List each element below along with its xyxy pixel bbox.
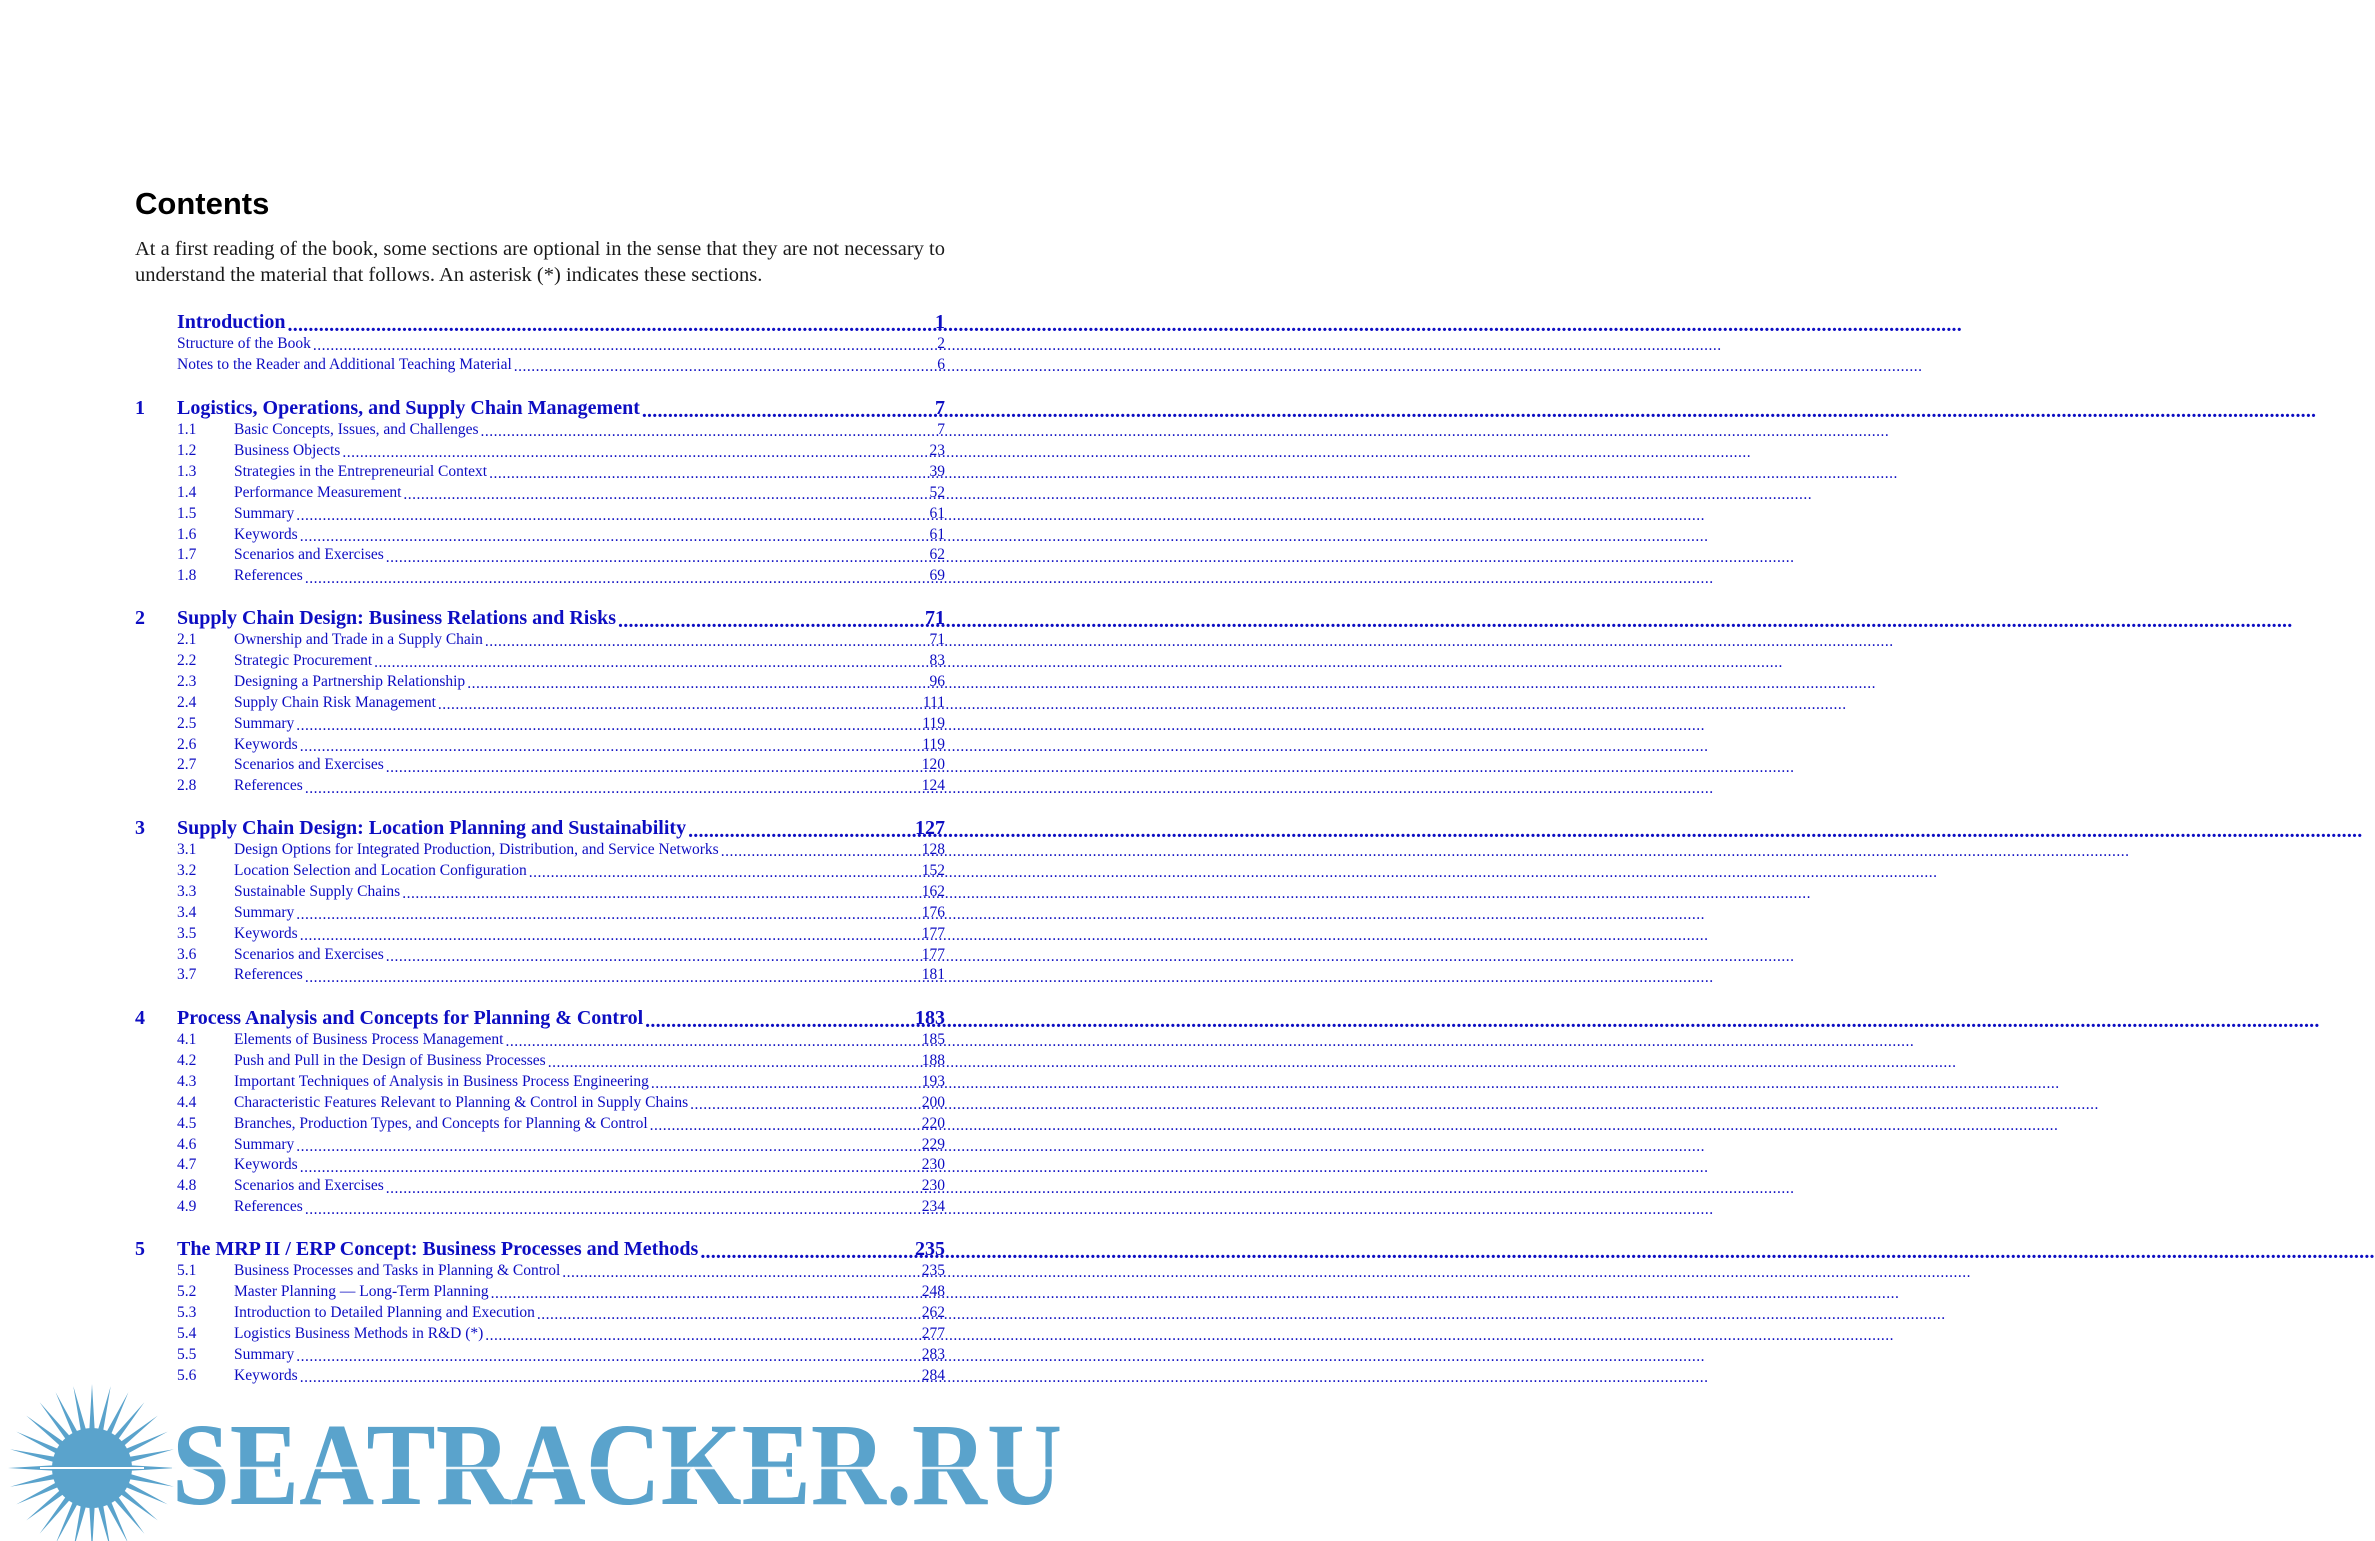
- section-page: 119: [922, 735, 945, 753]
- section-title: Keywords: [234, 525, 298, 543]
- section-page: 69: [929, 567, 945, 585]
- toc-section[interactable]: [135, 1344, 945, 1364]
- dot-leader: [467, 675, 927, 691]
- section-title: Notes to the Reader and Additional Teaching Material: [177, 355, 512, 373]
- section-number: 5.5: [177, 1345, 197, 1363]
- toc-section[interactable]: [135, 775, 945, 795]
- section-number: 4.4: [177, 1093, 197, 1111]
- section-title: Sustainable Supply Chains: [234, 882, 401, 900]
- section-title: Keywords: [234, 1156, 298, 1174]
- sun-ray: [120, 1490, 158, 1521]
- chapter-title: Introduction: [177, 311, 286, 333]
- section-page: 52: [929, 483, 945, 501]
- dot-leader: [537, 1306, 920, 1322]
- section-title: Business Objects: [234, 441, 341, 459]
- section-number: 1.7: [177, 546, 197, 564]
- section-number: 5.2: [177, 1282, 197, 1300]
- dot-leader: [296, 717, 920, 733]
- chapter-page: 71: [925, 607, 945, 629]
- section-page: 177: [921, 924, 945, 942]
- dot-leader: [700, 1241, 913, 1261]
- section-number: 4.3: [177, 1072, 197, 1090]
- section-title: References: [234, 777, 303, 795]
- section-number: 2.4: [177, 693, 197, 711]
- toc-section[interactable]: [135, 565, 945, 585]
- section-page: 162: [921, 882, 945, 900]
- section-page: 188: [921, 1051, 945, 1069]
- sun-ray: [89, 1506, 94, 1541]
- toc-section[interactable]: [135, 1113, 945, 1133]
- toc-section[interactable]: [135, 944, 945, 964]
- section-number: 3.7: [177, 966, 197, 984]
- section-number: 2.2: [177, 651, 197, 669]
- section-page: 7: [937, 421, 945, 438]
- section-page: 176: [921, 903, 945, 921]
- toc-section[interactable]: [135, 1281, 945, 1301]
- section-title: Location Selection and Location Configuration: [234, 861, 527, 879]
- chapter-title: The MRP II / ERP Concept: Business Processes and Methods: [177, 1238, 699, 1260]
- section-number: 4.8: [177, 1177, 197, 1195]
- dot-leader: [529, 864, 920, 880]
- section-number: 5.1: [177, 1262, 197, 1279]
- toc-chapter[interactable]: [135, 606, 945, 630]
- section-page: 230: [921, 1156, 945, 1174]
- dot-leader: [288, 314, 933, 334]
- sun-ray: [73, 1386, 86, 1432]
- dot-leader: [403, 486, 927, 502]
- section-title: Supply Chain Risk Management: [234, 693, 436, 711]
- dot-leader: [721, 844, 920, 860]
- sun-ray: [26, 1416, 64, 1447]
- section-title: Scenarios and Exercises: [234, 546, 384, 564]
- toc-section[interactable]: [135, 482, 945, 502]
- section-page: 181: [921, 966, 945, 984]
- toc-section[interactable]: [135, 1154, 945, 1174]
- dot-leader: [485, 1327, 919, 1343]
- chapter-page: 235: [915, 1238, 945, 1260]
- dot-leader: [386, 759, 920, 775]
- sun-ray: [89, 1384, 94, 1430]
- toc-section[interactable]: [135, 692, 945, 712]
- toc-section[interactable]: [135, 440, 945, 460]
- section-page: 200: [921, 1093, 945, 1111]
- toc-section[interactable]: [135, 524, 945, 544]
- dot-leader: [342, 444, 927, 460]
- sun-ray: [40, 1402, 71, 1440]
- section-title: Performance Measurement: [234, 483, 402, 501]
- section-number: 5.3: [177, 1303, 197, 1321]
- section-page: 248: [921, 1282, 945, 1300]
- sun-ray: [73, 1504, 86, 1541]
- section-title: Keywords: [234, 924, 298, 942]
- toc-section[interactable]: [135, 419, 945, 439]
- section-page: 124: [921, 777, 945, 795]
- section-title: Scenarios and Exercises: [234, 756, 384, 774]
- toc-section[interactable]: [135, 650, 945, 670]
- toc-chapter[interactable]: [135, 1237, 945, 1261]
- sun-ray: [26, 1490, 64, 1521]
- chapter-page: 7: [935, 397, 945, 419]
- toc-section[interactable]: [135, 1196, 945, 1216]
- section-number: 4.7: [177, 1156, 197, 1174]
- section-number: 1.8: [177, 567, 197, 585]
- dot-leader: [489, 465, 927, 481]
- toc-section[interactable]: [135, 713, 945, 733]
- dot-leader: [296, 1348, 919, 1364]
- section-number: 2.6: [177, 735, 197, 753]
- dot-leader: [402, 885, 920, 901]
- sun-ray: [120, 1416, 158, 1447]
- dot-leader: [481, 424, 936, 440]
- section-page: 262: [921, 1303, 945, 1321]
- section-page: 61: [929, 504, 945, 522]
- section-title: Logistics Business Methods in R&D (*): [234, 1324, 484, 1342]
- section-number: 1.5: [177, 504, 197, 522]
- toc-section[interactable]: [135, 503, 945, 523]
- chapter-page: 127: [915, 817, 945, 839]
- section-page: 120: [921, 756, 945, 774]
- section-number: 2.8: [177, 777, 197, 795]
- dot-leader: [305, 780, 920, 796]
- section-title: Introduction to Detailed Planning and Execution: [234, 1303, 535, 1321]
- section-number: 2.5: [177, 714, 197, 732]
- chapter-page: 183: [915, 1007, 945, 1029]
- section-number: 2.1: [177, 631, 197, 648]
- toc-section[interactable]: [135, 839, 945, 859]
- dot-leader: [300, 528, 928, 544]
- toc-section[interactable]: [135, 734, 945, 754]
- dot-leader: [438, 696, 921, 712]
- dot-leader: [491, 1285, 920, 1301]
- section-number: 1.1: [177, 421, 197, 438]
- toc-section[interactable]: [135, 1050, 945, 1070]
- toc-section[interactable]: [135, 1029, 945, 1049]
- section-page: 6: [937, 355, 945, 373]
- chapter-page: 1: [935, 311, 945, 333]
- toc-section[interactable]: [135, 629, 945, 649]
- section-number: 2.3: [177, 672, 197, 690]
- section-page: 39: [929, 462, 945, 480]
- sun-logo-icon: [8, 1384, 176, 1541]
- section-page: 185: [921, 1031, 945, 1048]
- sun-ray: [40, 1496, 71, 1534]
- dot-leader: [618, 610, 923, 630]
- section-number: 5.6: [177, 1366, 197, 1384]
- sun-ray: [10, 1474, 56, 1487]
- section-title: Keywords: [234, 735, 298, 753]
- dot-leader: [300, 738, 921, 754]
- section-number: 3.1: [177, 841, 197, 858]
- section-title: Ownership and Trade in a Supply Chain: [234, 631, 483, 648]
- toc-section[interactable]: [135, 902, 945, 922]
- intro-paragraph: At a first reading of the book, some sections are optional in the sense that they are not necessary to understand the material that follows. An asterisk (*) indicates these sections.: [135, 238, 945, 286]
- section-page: 284: [921, 1366, 945, 1384]
- chapter-number: 5: [135, 1238, 145, 1260]
- dot-leader: [562, 1265, 919, 1281]
- toc-section[interactable]: [135, 754, 945, 774]
- section-title: Scenarios and Exercises: [234, 1177, 384, 1195]
- section-number: 2.7: [177, 756, 197, 774]
- toc-section[interactable]: [135, 333, 945, 353]
- section-title: Business Processes and Tasks in Planning & Control: [234, 1262, 561, 1279]
- section-page: 61: [929, 525, 945, 543]
- section-title: Characteristic Features Relevant to Planning & Control in Supply Chains: [234, 1093, 689, 1111]
- toc-chapter[interactable]: [135, 310, 945, 334]
- section-title: References: [234, 966, 303, 984]
- chapter-number: 1: [135, 397, 145, 419]
- dot-leader: [305, 969, 920, 985]
- dot-leader: [650, 1117, 920, 1133]
- section-title: Summary: [234, 714, 295, 732]
- dot-leader: [485, 634, 928, 650]
- toc-section[interactable]: [135, 1323, 945, 1343]
- section-page: 234: [921, 1198, 945, 1216]
- sun-ray: [128, 1474, 174, 1487]
- dot-leader: [305, 1201, 920, 1217]
- section-page: 177: [921, 945, 945, 963]
- section-title: Summary: [234, 1135, 295, 1153]
- dot-leader: [548, 1054, 920, 1070]
- watermark-text: SEATRACKER.RU: [172, 1399, 1062, 1530]
- sun-ray: [128, 1449, 174, 1462]
- section-title: Keywords: [234, 1366, 298, 1384]
- section-number: 4.6: [177, 1135, 197, 1153]
- dot-leader: [296, 507, 927, 523]
- toc-chapter[interactable]: [135, 1006, 945, 1030]
- dot-leader: [642, 400, 933, 420]
- section-number: 3.4: [177, 903, 197, 921]
- chapter-title: Supply Chain Design: Business Relations and Risks: [177, 607, 617, 629]
- section-number: 1.6: [177, 525, 197, 543]
- section-title: Branches, Production Types, and Concepts for Planning & Control: [234, 1114, 648, 1132]
- section-title: References: [234, 1198, 303, 1216]
- toc-section[interactable]: [135, 1260, 945, 1280]
- section-number: 3.3: [177, 882, 197, 900]
- section-title: References: [234, 567, 303, 585]
- section-title: Strategic Procurement: [234, 651, 373, 669]
- sun-ray: [114, 1496, 145, 1534]
- chapter-number: 4: [135, 1007, 145, 1029]
- toc-section[interactable]: [135, 923, 945, 943]
- sun-ray: [98, 1386, 111, 1432]
- section-number: 1.4: [177, 483, 197, 501]
- dot-leader: [300, 1159, 920, 1175]
- sun-ray: [10, 1449, 56, 1462]
- section-title: Summary: [234, 504, 295, 522]
- dot-leader: [296, 1138, 919, 1154]
- watermark: [0, 1380, 1080, 1541]
- dot-leader: [386, 1180, 920, 1196]
- page-title: Contents: [135, 186, 270, 221]
- chapter-number: 3: [135, 817, 145, 839]
- section-page: 193: [921, 1072, 945, 1090]
- toc-section[interactable]: [135, 461, 945, 481]
- dot-leader: [651, 1075, 920, 1091]
- section-title: Designing a Partnership Relationship: [234, 672, 466, 690]
- dot-leader: [386, 948, 920, 964]
- section-title: Strategies in the Entrepreneurial Context: [234, 462, 488, 480]
- section-page: 71: [929, 631, 945, 648]
- section-page: 152: [921, 861, 945, 879]
- section-page: 2: [937, 335, 945, 352]
- sun-ray: [98, 1504, 111, 1541]
- section-title: Structure of the Book: [177, 335, 311, 352]
- toc-page: [0, 0, 1080, 1541]
- chapter-title: Logistics, Operations, and Supply Chain Management: [177, 397, 640, 419]
- toc-section[interactable]: [135, 1134, 945, 1154]
- section-title: Master Planning — Long-Term Planning: [234, 1282, 489, 1300]
- toc-section[interactable]: [135, 860, 945, 880]
- section-title: Summary: [234, 903, 295, 921]
- section-page: 230: [921, 1177, 945, 1195]
- section-title: Scenarios and Exercises: [234, 945, 384, 963]
- chapter-title: Supply Chain Design: Location Planning and Sustainability: [177, 817, 687, 839]
- toc-section[interactable]: [135, 1092, 945, 1112]
- section-page: 23: [929, 441, 945, 459]
- toc-section[interactable]: [135, 1071, 945, 1091]
- dot-leader: [305, 570, 928, 586]
- dot-leader: [505, 1034, 919, 1050]
- dot-leader: [313, 338, 935, 354]
- section-number: 4.5: [177, 1114, 197, 1132]
- section-title: Basic Concepts, Issues, and Challenges: [234, 421, 479, 438]
- section-page: 229: [921, 1135, 945, 1153]
- dot-leader: [688, 820, 913, 840]
- toc-chapter[interactable]: [135, 816, 945, 840]
- chapter-title: Process Analysis and Concepts for Planning & Control: [177, 1007, 644, 1029]
- section-title: Important Techniques of Analysis in Business Process Engineering: [234, 1072, 649, 1090]
- section-page: 119: [922, 714, 945, 732]
- section-number: 3.6: [177, 945, 197, 963]
- toc-section[interactable]: [135, 1175, 945, 1195]
- toc-section[interactable]: [135, 964, 945, 984]
- section-number: 3.5: [177, 924, 197, 942]
- toc-section[interactable]: [135, 671, 945, 691]
- section-page: 128: [921, 841, 945, 858]
- section-page: 83: [929, 651, 945, 669]
- section-page: 220: [921, 1114, 945, 1132]
- dot-leader: [645, 1010, 913, 1030]
- section-title: Elements of Business Process Management: [234, 1031, 504, 1048]
- section-number: 5.4: [177, 1324, 197, 1342]
- section-page: 111: [922, 693, 945, 711]
- section-number: 4.2: [177, 1051, 197, 1069]
- dot-leader: [690, 1096, 920, 1112]
- toc-section[interactable]: [135, 544, 945, 564]
- section-number: 1.3: [177, 462, 197, 480]
- section-page: 96: [929, 672, 945, 690]
- section-title: Push and Pull in the Design of Business Processes: [234, 1051, 546, 1069]
- section-number: 4.9: [177, 1198, 197, 1216]
- section-number: 1.2: [177, 441, 197, 459]
- section-number: 3.2: [177, 861, 197, 879]
- section-page: 277: [921, 1324, 945, 1342]
- section-page: 235: [921, 1262, 945, 1279]
- dot-leader: [300, 927, 920, 943]
- section-number: 4.1: [177, 1031, 197, 1048]
- dot-leader: [514, 358, 935, 374]
- dot-leader: [386, 549, 928, 565]
- toc-section[interactable]: [135, 881, 945, 901]
- toc-chapter[interactable]: [135, 396, 945, 420]
- toc-section[interactable]: [135, 1302, 945, 1322]
- toc-section[interactable]: [135, 354, 945, 374]
- section-page: 283: [921, 1345, 945, 1363]
- dot-leader: [374, 654, 927, 670]
- section-page: 62: [929, 546, 945, 564]
- section-title: Summary: [234, 1345, 295, 1363]
- section-title: Design Options for Integrated Production, Distribution, and Service Networks: [234, 841, 719, 858]
- sun-ray: [114, 1402, 145, 1440]
- chapter-number: 2: [135, 607, 145, 629]
- dot-leader: [296, 906, 919, 922]
